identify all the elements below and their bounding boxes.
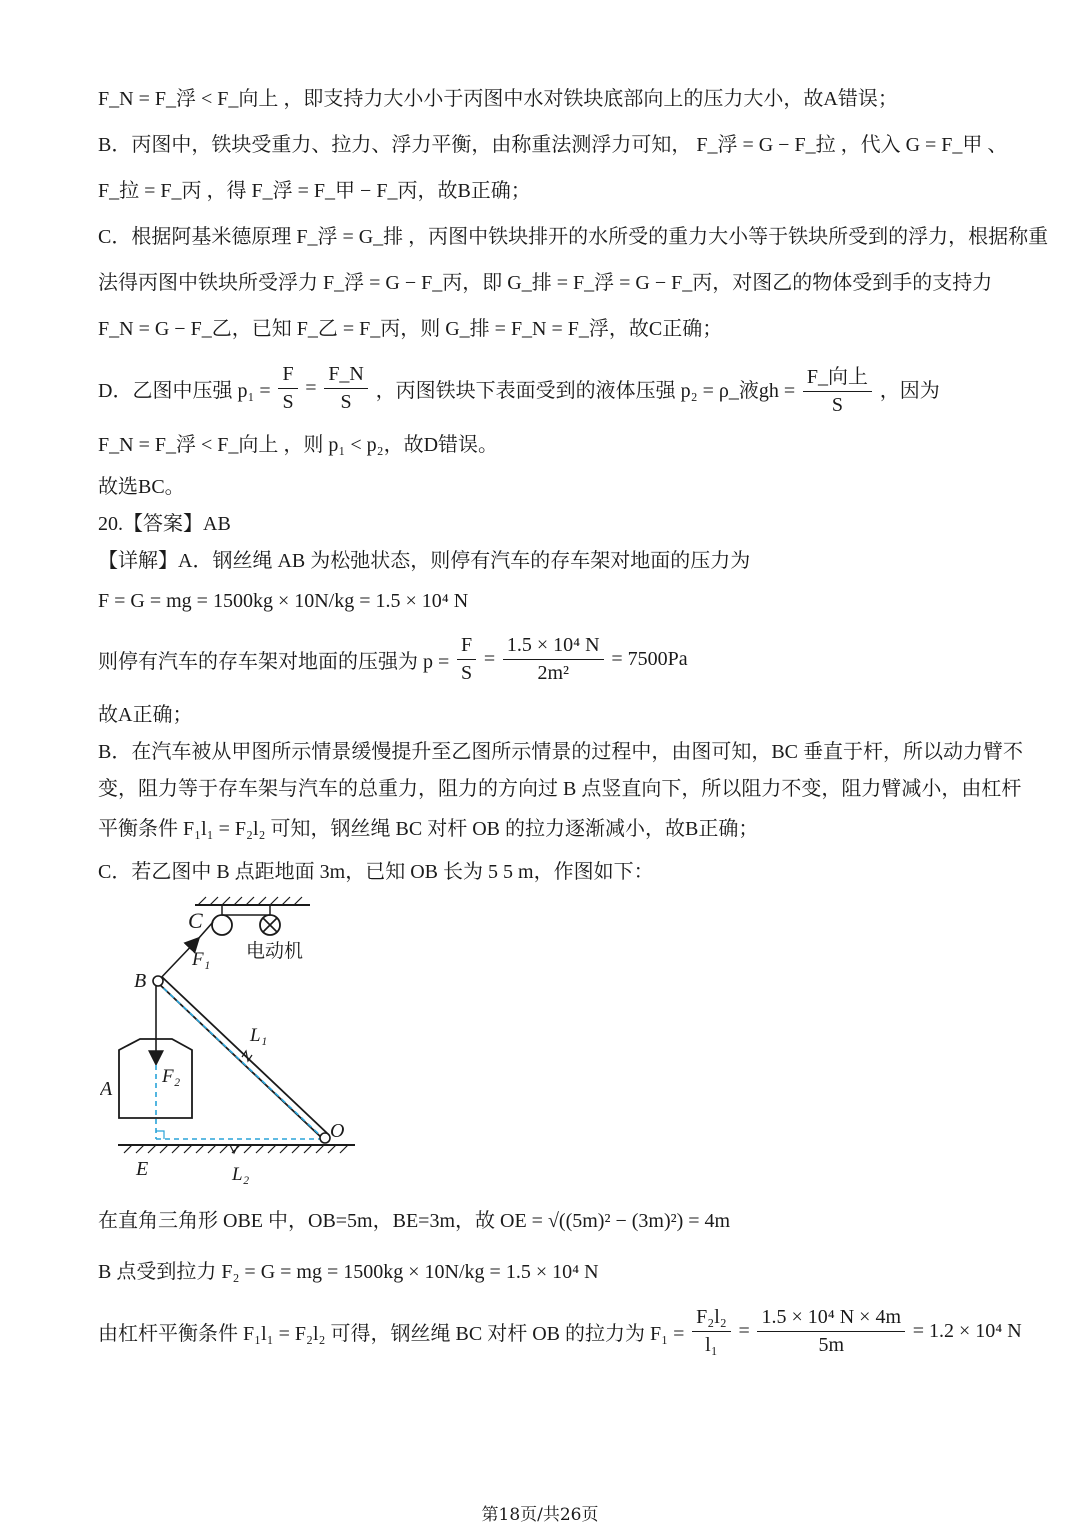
answer-heading: 20.【答案】AB [98,513,231,535]
text-line-1: F_N = F_浮 < F_向上 ，即支持力大小小于丙图中水对铁块底部向上的压力大小，故A错误； [98,88,898,110]
text-line-6: F_N = G − F_乙，已知 F_乙 = F_丙，则 G_排 = F_N = F_浮，故C正确； [98,318,723,340]
denominator: S [340,391,352,413]
text-line-5: 法得丙图中铁块所受浮力 F_浮 = G − F_丙，即 G_排 = F_浮 = G − F_丙，对图乙的物体受到手的支持力 [98,272,993,294]
text-line-15: B．在汽车被从甲图所示情景缓慢提升至乙图所示情景的过程中，由图可知，BC 垂直于杆，所以动力臂不 [98,741,1024,763]
text-segment: ，丙图铁块下表面受到的液体压强 p₂ = ρ_液gh = [375,380,796,402]
label-f1: F₁ [192,949,211,970]
fraction-f-over-s [457,634,476,685]
text-segment: = 7500Pa [611,648,688,670]
text-segment: D．乙图中压强 p₁ = [98,380,271,402]
fraction-f-over-s [278,363,297,414]
numerator: F_向上 [803,360,872,392]
text-line-17: 平衡条件 F₁l₁ = F₂l₂ 可知，钢丝绳 BC 对杆 OB 的拉力逐渐减小，故B正确； [98,818,759,840]
numerator: 1.5 × 10⁴ N [503,634,604,660]
fraction-value [503,634,604,685]
tension-calc-line [98,1306,1022,1357]
text-line-20: B 点受到拉力 F₂ = G = mg = 1500kg × 10N/kg = 1.5 × 10⁴ N [98,1261,599,1283]
denominator: S [831,394,843,416]
denominator: 2m² [537,662,570,684]
text-line-2: B．丙图中，铁块受重力、拉力、浮力平衡，由称重法测浮力可知， F_浮 = G − F_拉 ，代入 G = F_甲 、 [98,134,1008,156]
denominator: S [461,662,473,684]
numerator: F [278,363,297,389]
text-segment: = 1.2 × 10⁴ N [912,1320,1022,1342]
numerator: F_N [324,363,368,389]
pressure-calc-line [98,634,688,685]
text-line-3: F_拉 = F_丙 ，得 F_浮 = F_甲 − F_丙，故B正确； [98,180,531,202]
text-line-18: C．若乙图中 B 点距地面 3m，已知 OB 长为 5 5 m，作图如下： [98,861,654,883]
denominator: l₁ [705,1334,718,1356]
text-line-9: 故选BC。 [98,476,185,498]
numerator: 1.5 × 10⁴ N × 4m [757,1306,905,1332]
text-segment: 由杠杆平衡条件 F₁l₁ = F₂l₂ 可得，钢丝绳 BC 对杆 OB 的拉力为 F₁ = [98,1323,685,1345]
pivot-o [320,1133,330,1143]
pressure-formula-line [98,360,940,417]
ceiling-hatch [195,897,310,905]
text-line-4: C．根据阿基米德原理 F_浮 = G_排 ，丙图中铁块排开的水所受的重力大小等于铁块所受到的浮力，根据称重 [98,226,1049,248]
motor-symbol [260,905,280,935]
text-line-8: F_N = F_浮 < F_向上 ，则 p₁ < p₂，故D错误。 [98,434,499,456]
text-segment: ，因为 [879,380,940,402]
label-o: O [330,1120,345,1142]
fraction-value [757,1306,905,1357]
fraction-f2l2-over-l1 [692,1306,731,1357]
lever-diagram [100,893,370,1193]
numerator: F₂l₂ [692,1306,731,1332]
joint-b [153,976,163,986]
text-line-14: 故A正确； [98,704,193,726]
label-a: A [100,1078,113,1100]
label-l2: L₂ [232,1164,250,1185]
label-l1: L₁ [250,1025,268,1046]
text-segment: 则停有汽车的存车架对地面的压强为 p = [98,651,450,673]
label-f2: F₂ [162,1066,181,1087]
equals-sign: = [738,1320,750,1342]
denominator: 5m [818,1334,845,1356]
label-e: E [136,1158,149,1180]
pulley-c [212,915,232,935]
text-line-16: 变，阻力等于存车架与汽车的总重力，阻力的方向过 B 点竖直向下，所以阻力不变，阻力臂减小，由杠杆 [98,778,1022,800]
page-footer: 第18页/共26页 [481,1505,599,1525]
numerator: F [457,634,476,660]
label-b: B [134,970,147,992]
denominator: S [282,391,294,413]
label-motor: 电动机 [246,940,304,962]
text-line-19: 在直角三角形 OBE 中，OB=5m，BE=3m，故 OE = √((5m)² − (3m)²) = 4m [98,1210,731,1232]
equals-sign: = [305,377,317,399]
right-angle-mark [156,1131,164,1139]
label-c: C [188,908,203,933]
text-line-12: F = G = mg = 1500kg × 10N/kg = 1.5 × 10⁴ N [98,590,469,612]
fraction-fn-over-s [324,363,368,414]
fraction-fup-over-s [803,360,872,417]
equals-sign: = [483,648,496,670]
rod-ob [157,982,324,1140]
text-line-11: 【详解】A．钢丝绳 AB 为松弛状态，则停有汽车的存车架对地面的压力为 [98,550,751,572]
